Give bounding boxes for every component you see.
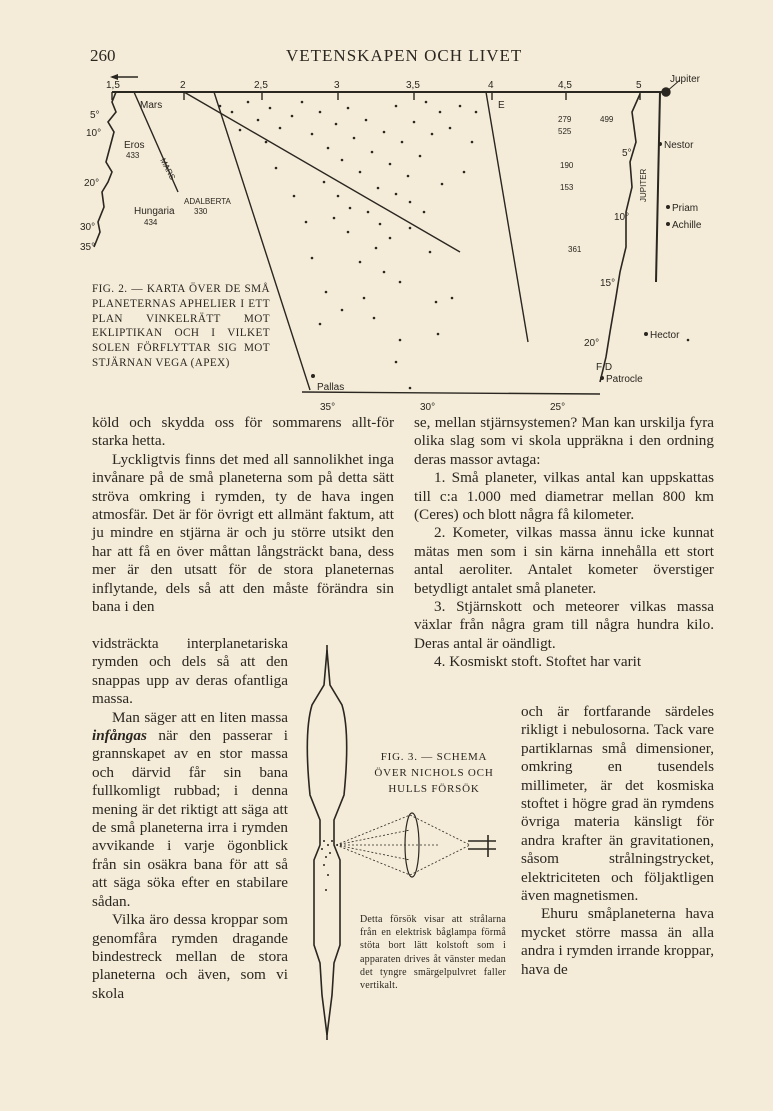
paragraph: vidsträckta interplanetariska rymden och dels så att den snappas upp av deras ofantliga massa. (92, 635, 288, 708)
eros-label: Eros (124, 140, 145, 151)
number-label: 279 (558, 115, 572, 124)
number-label: 190 (560, 161, 574, 170)
beam-ray (336, 830, 410, 845)
text-span: Man säger att en liten massa (112, 708, 288, 726)
page-header (90, 46, 733, 70)
left-column-narrow (92, 635, 288, 1003)
right-tick-label: 15° (600, 278, 616, 289)
beam-ray (336, 845, 410, 875)
journal-title: VETENSKAPEN OCH LIVET (286, 46, 523, 65)
right-border (600, 94, 640, 382)
right-tick-label: 10° (614, 212, 630, 223)
fd-label: F D (596, 362, 613, 373)
nestor-dot (658, 142, 662, 146)
paragraph (92, 709, 288, 911)
top-tick-label: 5 (636, 80, 642, 91)
adalberta-label: ADALBERTA (184, 197, 231, 206)
figure-3-apparatus (300, 645, 516, 1040)
top-tick-label: 3,5 (406, 80, 420, 91)
number-label: 499 (600, 115, 614, 124)
mars-label: Mars (140, 100, 163, 111)
paragraph: köld och skydda oss för sommarens allt-för starka hetta. (92, 414, 394, 450)
patrocle-dot (600, 376, 604, 380)
top-tick-label: 4 (488, 80, 494, 91)
emphasis: infångas (92, 727, 147, 745)
nestor-label: Nestor (664, 140, 694, 151)
adalberta-number: 330 (194, 207, 208, 216)
left-tick-label: 10° (86, 128, 102, 139)
hungaria-label: Hungaria (134, 206, 175, 217)
hungaria-number: 434 (144, 218, 158, 227)
top-tick-label: 1,5 (106, 80, 120, 91)
bottom-tick-label: 35° (320, 402, 336, 412)
beam-ray (336, 845, 410, 860)
paragraph: Ehuru småplaneterna hava mycket större massa än alla andra i rymden irrande kroppar, hava de (521, 905, 714, 978)
hector-label: Hector (650, 330, 680, 341)
e-line (486, 92, 528, 342)
right-column-top (414, 414, 714, 672)
left-tick-label: 30° (80, 222, 96, 233)
patrocle-label: Patrocle (606, 374, 643, 385)
beam-ray (336, 815, 410, 845)
achille-label: Achille (672, 220, 702, 231)
top-tick-label: 4,5 (558, 80, 572, 91)
text-span: när den passerar i grannskapet av en stor massa och därvid får sin bana fullkomligt rubbad; i denna mening är det riktigt att säga att de små planeterna irra i rymden avvikande i varje ögonblick från sin osäkra bana för att så att säga söka efter en stabilare sådan. (92, 727, 289, 910)
top-tick-label: 2 (180, 80, 186, 91)
eros-number: 433 (126, 151, 140, 160)
figure-3-caption: FIG. 3. — SCHEMA ÖVER NICHOLS OCH HULLS FÖRSÖK (374, 751, 494, 795)
top-tick-label: 2,5 (254, 80, 268, 91)
number-label: 361 (568, 245, 582, 254)
priam-dot (666, 205, 670, 209)
pallas-dot (311, 374, 315, 378)
jupiter-line (656, 92, 660, 282)
right-tick-label: 20° (584, 338, 600, 349)
e-label: E (498, 100, 505, 111)
number-label: 153 (560, 183, 574, 192)
priam-label: Priam (672, 203, 699, 214)
powder-particles (321, 840, 333, 891)
bottom-tick-label: 30° (420, 402, 436, 412)
top-tick-label: 3 (334, 80, 340, 91)
jupiter-vertical-label: JUPITER (639, 168, 648, 202)
list-item: 1. Små planeter, vilkas antal kan uppskattas till c:a 1.000 med diametrar mellan 800 km (Ceres) och blott några få kilometer. (414, 469, 714, 524)
list-item: 3. Stjärnskott och meteorer vilkas massa växlar från några gram till några hundra kilo. Deras antal är oändligt. (414, 598, 714, 652)
list-item: 4. Kosmiskt stoft. Stoftet har varit (434, 653, 642, 671)
hector-dot (644, 332, 648, 336)
left-tick-label: 20° (84, 178, 100, 189)
number-label: 525 (558, 127, 572, 136)
pallas-label: Pallas (317, 382, 345, 393)
ecliptic-line (184, 92, 460, 252)
paragraph: Vilka äro dessa kroppar som genomfåra rymden dragande bindestreck mellan de stora planeterna och även, som vi skola (92, 911, 288, 1002)
glass-tube-outline (307, 650, 347, 1035)
paragraph: och är fortfarande särdeles rikligt i nebulosorna. Tack vare partiklarnas små dimensioner, omkring en tusendels millimeter, är det kosmiska stoftet i högre grad än rymdens övriga materia känsligt för andra krafter än gravitationen, såsom strålningstrycket, elektriciteten och följaktligen även magnetismen. (521, 703, 714, 905)
page-number: 260 (90, 46, 116, 65)
paragraph: Lyckligtvis finns det med all sannolikhet inga invånare på de små planeterna som på detta sätt ströva omkring i rymden, ty de hava ingen atmosfär. Det är för övrigt ett allmänt faktum, att ju mindre en stjärna är och ju större utsikt den har att få en över måttan långsträckt bana, dess mer är den utsatt för de stora planeternas inflytande, dels så att den måste förändra sin bana i den (92, 450, 394, 616)
figure-3-note: Detta försök visar att strålarna från en elektrisk båglampa förmå stöta bort lätt kolstoft som i apparaten drives åt vänster medan det tyngre smärgelpulvret faller vertikalt. (360, 914, 506, 992)
list-item: 2. Kometer, vilkas massa ännu icke kunnat mätas men som i sin kärna innehålla ett stort antal aeroliter. Antalet kometer överstiger betydligt antalet små planeter. (414, 524, 714, 597)
right-column-narrow (521, 703, 714, 979)
figure-2-caption: FIG. 2. — KARTA ÖVER DE SMÅ PLANETERNAS APHELIER I ETT PLAN VINKELRÄTT MOT EKLIPTIKAN OCH I VILKET SOLEN FÖRFLYTTAR SIG MOT STJÄRNAN VEGA (APEX) (92, 283, 270, 369)
bottom-tick-label: 25° (550, 402, 566, 412)
left-tick-label: 35° (80, 242, 96, 253)
paragraph: se, mellan stjärnsystemen? Man kan urskilja fyra olika slag som vi skola uppräkna i den ordning deras massor avtaga: (414, 414, 714, 468)
jupiter-label: Jupiter (670, 74, 701, 85)
bottom-axis (302, 392, 600, 394)
mars-diagonal-label: MARS (158, 156, 178, 182)
asteroid-dots (219, 101, 690, 390)
left-column-top (92, 414, 394, 616)
right-tick-label: 5° (622, 148, 632, 159)
achille-dot (666, 222, 670, 226)
left-tick-label: 5° (90, 110, 100, 121)
